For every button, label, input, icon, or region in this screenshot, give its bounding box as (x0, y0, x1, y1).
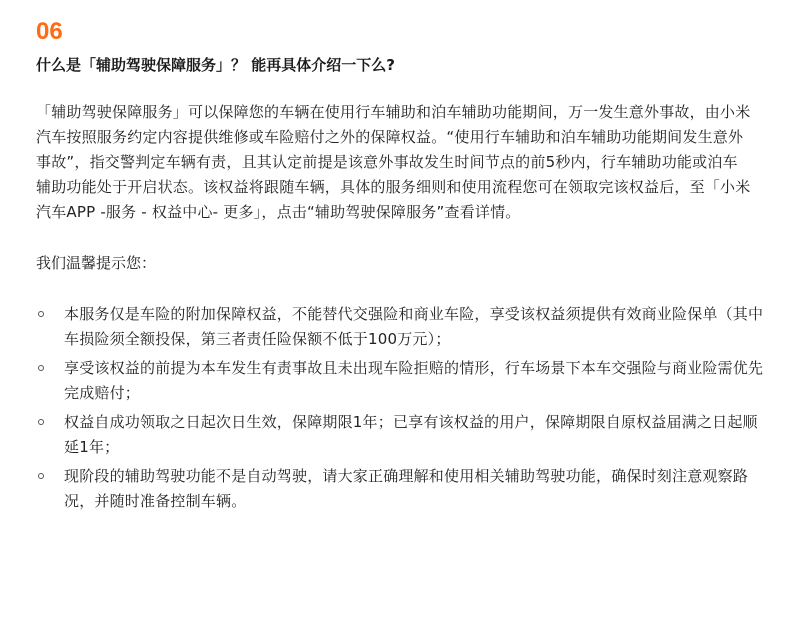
answer-paragraph: 「辅助驾驶保障服务」可以保障您的车辆在使用行车辅助和泊车辅助功能期间，万一发生意外事故，由小米汽车按照服务约定内容提供维修或车险赔付之外的保障权益。“使用行车辅助和泊车辅助功能期间发生意外事故”，指交警判定车辆有责，且其认定前提是该意外事故发生时间节点的前5秒内，行车辅助功能或泊车辅助功能处于开启状态。该权益将跟随车辆，具体的服务细则和使用流程您可在领取完该权益后，至「小米汽车APP -服务 - 权益中心- 更多」，点击“辅助驾驶保障服务”查看详情。 (36, 103, 751, 221)
list-item (36, 356, 766, 406)
list-item (36, 302, 766, 352)
list-item (36, 464, 766, 514)
reminder-list (36, 302, 766, 514)
list-item-text: 享受该权益的前提为本车发生有责事故且未出现车险拒赔的情形，行车场景下本车交强险与商业险需优先完成赔付； (64, 359, 764, 402)
circle-bullet-icon (38, 419, 44, 425)
circle-bullet-icon (38, 365, 44, 371)
list-item (36, 410, 766, 460)
circle-bullet-icon (38, 473, 44, 479)
reminder-title: 我们温馨提示您： (36, 254, 157, 272)
circle-bullet-icon (38, 311, 44, 317)
list-item-text: 本服务仅是车险的附加保障权益，不能替代交强险和商业车险，享受该权益须提供有效商业险保单（其中车损险须全额投保，第三者责任险保额不低于100万元）； (64, 305, 764, 348)
question-heading: 什么是「辅助驾驶保障服务」？ 能再具体介绍一下么? (36, 56, 395, 74)
list-item-text: 现阶段的辅助驾驶功能不是自动驾驶，请大家正确理解和使用相关辅助驾驶功能，确保时刻注意观察路况，并随时准备控制车辆。 (64, 467, 749, 510)
list-item-text: 权益自成功领取之日起次日生效，保障期限1年；已享有该权益的用户，保障期限自原权益届满之日起顺延1年； (64, 413, 758, 456)
section-number: 06 (36, 18, 63, 45)
